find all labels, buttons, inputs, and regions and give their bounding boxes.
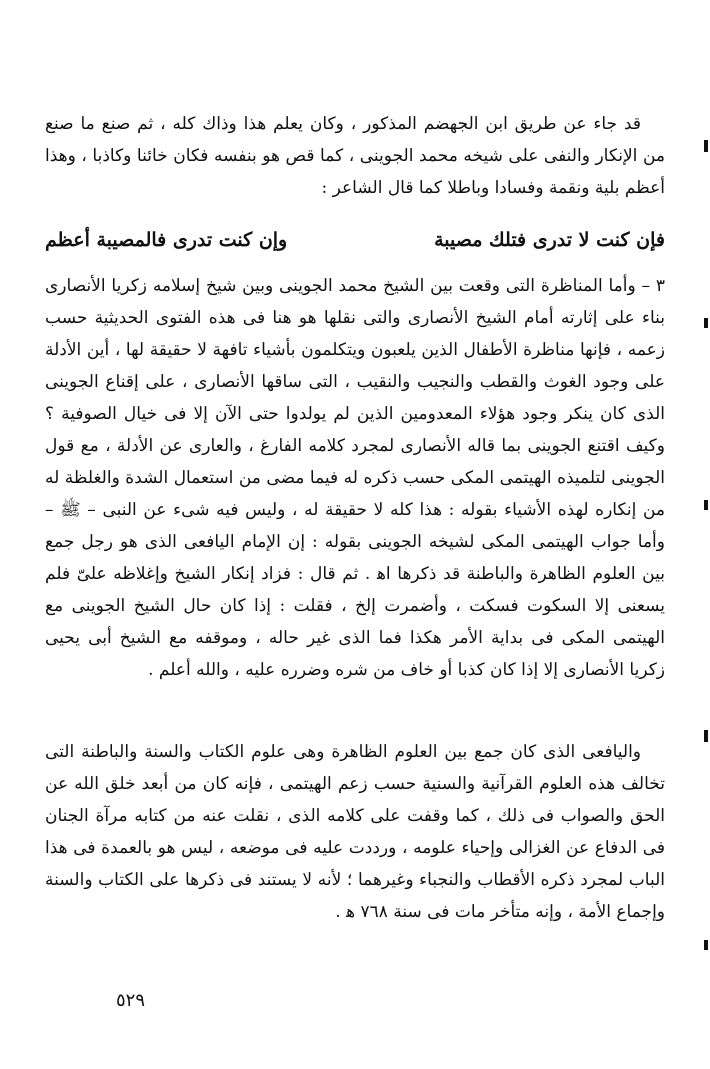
page-number: ٥٢٩ — [115, 990, 145, 1011]
paragraph-2: ٣ – وأما المناظرة التى وقعت بين الشيخ محمد الجوينى وبين شيخ إسلامه زكريا الأنصارى بناء على إثارته أمام الشيخ الأنصارى والتى نقلها هو هنا فى هذه الفتوى الحديثية حسب زعمه ، فإنها مناظرة الأطفال الذين يلعبون ويتكلمون بأشياء تافهة لا حقيقة لها ، أين الأدلة على وجود الغوث والقطب والنجيب والنقيب ، التى ساقها الأنصارى ، على إقناع الجوينى الذى كان ينكر وجود هؤلاء المعدومين الذين لم يولدوا حتى الآن إلا فى خيال الصوفية ؟ وكيف اقتنع الجوينى بما قاله الأنصارى لمجرد كلامه الفارغ ، والعارى عن الأدلة ، مع قول الجوينى لتلميذه الهيتمى المكى حسب ذكره له فيما مضى من استعمال الشدة والغلظة له من إنكاره لهذه الأشياء بقوله : هذا كله لا حقيقة له ، وليس فيه شىء عن النبى – ﷺ – وأما جواب الهيتمى المكى لشيخه الجوينى بقوله : إن الإمام اليافعى الذى هو رجل جمع بين العلوم الظاهرة والباطنة قد ذكرها اﻫ . ثم قال : فزاد إنكار الشيخ وإغلاظه علىّ فلم يسعنى إلا السكوت فسكت ، وأضمرت إلخ ، فقلت : إذا كان حال الشيخ الجوينى مع الهيتمى المكى فى بداية الأمر هكذا فما الذى غير حاله ، وموقفه مع الشيخ أبى يحيى زكريا الأنصارى إلا إذا كان كذبا أو خاف من شره وضرره عليه ، والله أعلم . — [45, 276, 665, 680]
verse-first-hemistich: فإن كنت لا تدرى فتلك مصيبة — [434, 229, 665, 251]
poetry-verse — [45, 224, 665, 256]
verse-second-hemistich: وإن كنت تدرى فالمصيبة أعظم — [45, 229, 288, 251]
binding-mark — [704, 940, 708, 950]
binding-mark — [704, 318, 708, 328]
paragraph-3: واليافعى الذى كان جمع بين العلوم الظاهرة وهى علوم الكتاب والسنة والباطنة التى تخالف هذه العلوم القرآنية والسنية حسب زعم الهيتمى ، فإنه كان من أبعد خلق الله عن الحق والصواب فى ذلك ، كما وقفت على كلامه الذى ، نقلت عنه من كتابه مرآة الجنان فى الدفاع عن الغزالى وإحياء علومه ، ورددت عليه فى موضعه ، ليس هو بالعمدة فى هذا الباب لمجرد ذكره الأقطاب والنجباء وغيرهما ؛ لأنه لا يستند فى ذكرها على الكتاب والسنة وإجماع الأمة ، وإنه متأخر مات فى سنة ٧٦٨ ﻫ . — [45, 742, 665, 922]
binding-mark — [704, 500, 708, 510]
binding-mark — [704, 730, 708, 742]
paragraph-1: قد جاء عن طريق ابن الجهضم المذكور ، وكان يعلم هذا وذاك كله ، ثم صنع ما صنع من الإنكار والنفى على شيخه محمد الجوينى ، كما قص هو بنفسه فكان خائنا وكاذبا ، وهذا أعظم بلية ونقمة وفسادا وباطلا كما قال الشاعر : — [45, 114, 665, 198]
binding-mark — [704, 140, 708, 152]
